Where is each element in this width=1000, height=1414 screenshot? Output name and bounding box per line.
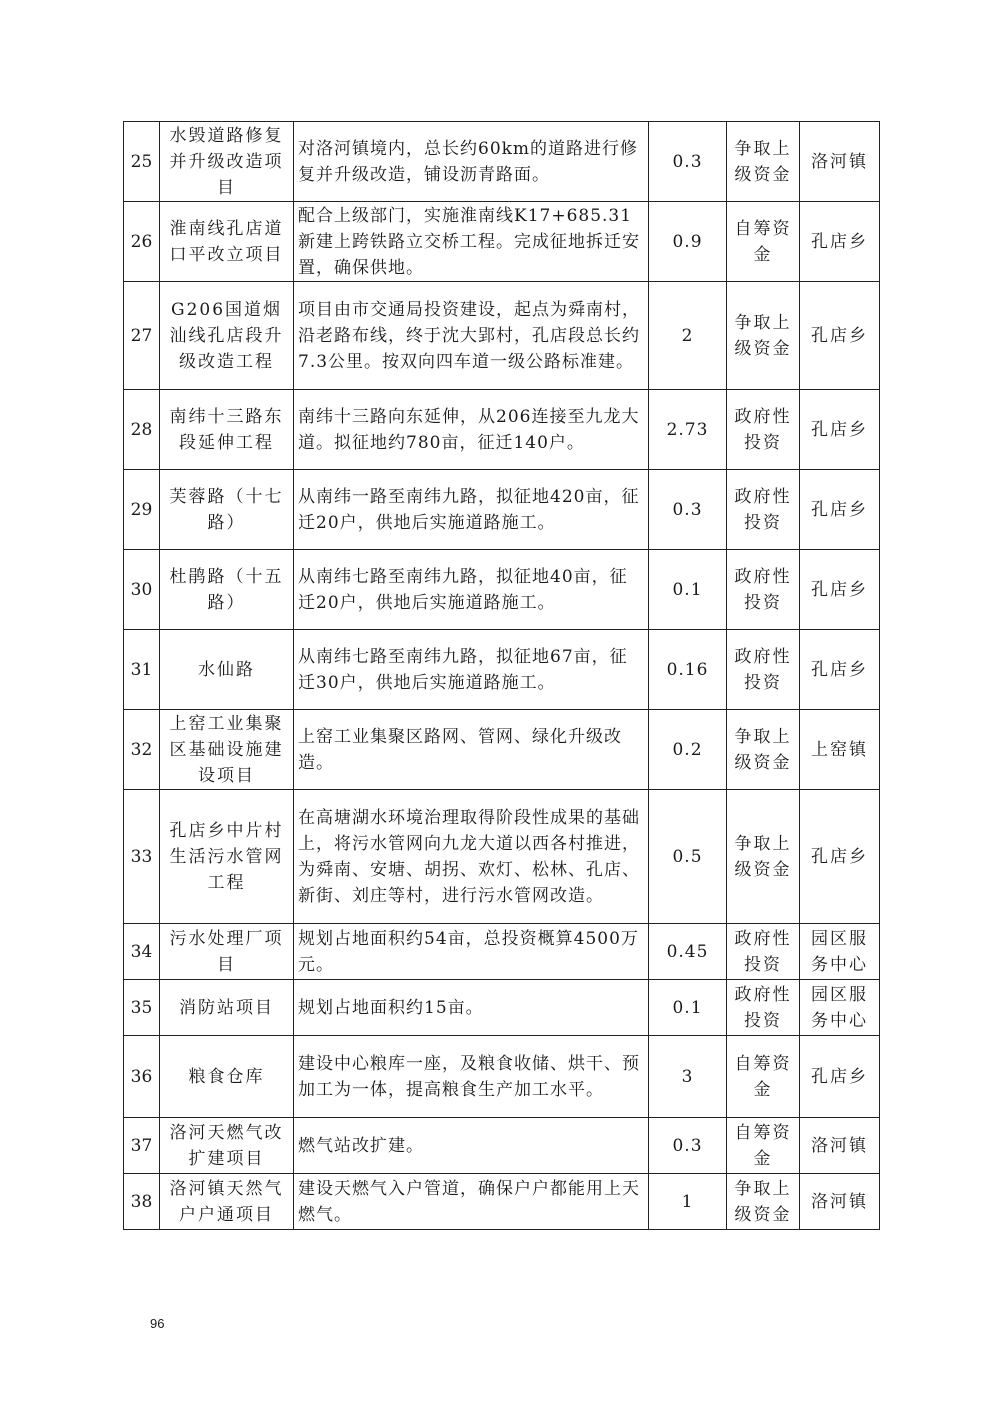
row-number: 29 <box>124 470 160 550</box>
page-number: 96 <box>150 1316 165 1331</box>
responsible-unit: 孔店乡 <box>800 630 880 710</box>
table-row <box>124 710 880 790</box>
project-content: 项目由市交通局投资建设，起点为舜南村，沿老路布线，终于沈大郢村，孔店段总长约7.3公里。按双向四车道一级公路标准建。 <box>294 282 649 390</box>
funding-source: 自筹资金 <box>727 1118 800 1174</box>
project-name: 南纬十三路东段延伸工程 <box>160 390 294 470</box>
funding-source: 争取上级资金 <box>727 710 800 790</box>
table-row <box>124 924 880 980</box>
responsible-unit: 孔店乡 <box>800 790 880 924</box>
project-table <box>123 121 880 1230</box>
project-name: 水毁道路修复并升级改造项目 <box>160 122 294 202</box>
project-content: 规划占地面积约15亩。 <box>294 980 649 1036</box>
responsible-unit: 孔店乡 <box>800 282 880 390</box>
table-row <box>124 630 880 710</box>
project-name: 淮南线孔店道口平改立项目 <box>160 202 294 282</box>
funding-source: 争取上级资金 <box>727 282 800 390</box>
table-row <box>124 790 880 924</box>
investment-amount: 0.9 <box>649 202 727 282</box>
project-name: 水仙路 <box>160 630 294 710</box>
project-name: 孔店乡中片村生活污水管网工程 <box>160 790 294 924</box>
row-number: 31 <box>124 630 160 710</box>
funding-source: 自筹资金 <box>727 1036 800 1118</box>
project-content: 从南纬七路至南纬九路，拟征地40亩，征迁20户，供地后实施道路施工。 <box>294 550 649 630</box>
row-number: 35 <box>124 980 160 1036</box>
responsible-unit: 孔店乡 <box>800 202 880 282</box>
project-name: 洛河天燃气改扩建项目 <box>160 1118 294 1174</box>
investment-amount: 0.3 <box>649 470 727 550</box>
investment-amount: 0.5 <box>649 790 727 924</box>
project-content: 燃气站改扩建。 <box>294 1118 649 1174</box>
investment-amount: 0.2 <box>649 710 727 790</box>
project-content: 南纬十三路向东延伸，从206连接至九龙大道。拟征地约780亩，征迁140户。 <box>294 390 649 470</box>
investment-amount: 0.3 <box>649 122 727 202</box>
funding-source: 政府性投资 <box>727 980 800 1036</box>
funding-source: 政府性投资 <box>727 924 800 980</box>
project-name: 洛河镇天然气户户通项目 <box>160 1174 294 1230</box>
table-row <box>124 202 880 282</box>
investment-amount: 0.16 <box>649 630 727 710</box>
project-content: 规划占地面积约54亩，总投资概算4500万元。 <box>294 924 649 980</box>
funding-source: 政府性投资 <box>727 550 800 630</box>
table-row <box>124 1036 880 1118</box>
row-number: 26 <box>124 202 160 282</box>
funding-source: 政府性投资 <box>727 630 800 710</box>
row-number: 30 <box>124 550 160 630</box>
project-name: 粮食仓库 <box>160 1036 294 1118</box>
table-row <box>124 122 880 202</box>
row-number: 34 <box>124 924 160 980</box>
responsible-unit: 上窑镇 <box>800 710 880 790</box>
table-row <box>124 980 880 1036</box>
responsible-unit: 洛河镇 <box>800 122 880 202</box>
row-number: 28 <box>124 390 160 470</box>
responsible-unit: 孔店乡 <box>800 390 880 470</box>
project-content: 在高塘湖水环境治理取得阶段性成果的基础上，将污水管网向九龙大道以西各村推进，为舜南、安塘、胡拐、欢灯、松林、孔店、新街、刘庄等村，进行污水管网改造。 <box>294 790 649 924</box>
investment-amount: 0.1 <box>649 550 727 630</box>
project-content: 从南纬七路至南纬九路，拟征地67亩，征迁30户，供地后实施道路施工。 <box>294 630 649 710</box>
project-content: 建设中心粮库一座，及粮食收储、烘干、预加工为一体，提高粮食生产加工水平。 <box>294 1036 649 1118</box>
project-name: 杜鹃路（十五路） <box>160 550 294 630</box>
investment-amount: 3 <box>649 1036 727 1118</box>
project-table-body <box>124 122 880 1230</box>
investment-amount: 0.1 <box>649 980 727 1036</box>
row-number: 25 <box>124 122 160 202</box>
row-number: 32 <box>124 710 160 790</box>
investment-amount: 0.45 <box>649 924 727 980</box>
funding-source: 自筹资金 <box>727 202 800 282</box>
investment-amount: 2 <box>649 282 727 390</box>
project-content: 上窑工业集聚区路网、管网、绿化升级改造。 <box>294 710 649 790</box>
funding-source: 政府性投资 <box>727 470 800 550</box>
funding-source: 争取上级资金 <box>727 122 800 202</box>
responsible-unit: 孔店乡 <box>800 470 880 550</box>
row-number: 27 <box>124 282 160 390</box>
project-content: 建设天燃气入户管道，确保户户都能用上天燃气。 <box>294 1174 649 1230</box>
funding-source: 争取上级资金 <box>727 790 800 924</box>
funding-source: 政府性投资 <box>727 390 800 470</box>
responsible-unit: 洛河镇 <box>800 1118 880 1174</box>
project-content: 配合上级部门，实施淮南线K17+685.31新建上跨铁路立交桥工程。完成征地拆迁安置，确保供地。 <box>294 202 649 282</box>
row-number: 36 <box>124 1036 160 1118</box>
investment-amount: 2.73 <box>649 390 727 470</box>
table-row <box>124 470 880 550</box>
project-name: G206国道烟汕线孔店段升级改造工程 <box>160 282 294 390</box>
project-name: 消防站项目 <box>160 980 294 1036</box>
project-name: 污水处理厂项目 <box>160 924 294 980</box>
table-row <box>124 1174 880 1230</box>
table-row <box>124 550 880 630</box>
row-number: 37 <box>124 1118 160 1174</box>
responsible-unit: 洛河镇 <box>800 1174 880 1230</box>
table-row <box>124 282 880 390</box>
responsible-unit: 孔店乡 <box>800 1036 880 1118</box>
table-row <box>124 1118 880 1174</box>
investment-amount: 0.3 <box>649 1118 727 1174</box>
responsible-unit: 孔店乡 <box>800 550 880 630</box>
project-name: 芙蓉路（十七路） <box>160 470 294 550</box>
table-row <box>124 390 880 470</box>
responsible-unit: 园区服务中心 <box>800 980 880 1036</box>
project-content: 从南纬一路至南纬九路，拟征地420亩，征迁20户，供地后实施道路施工。 <box>294 470 649 550</box>
project-content: 对洛河镇境内，总长约60km的道路进行修复并升级改造，铺设沥青路面。 <box>294 122 649 202</box>
investment-amount: 1 <box>649 1174 727 1230</box>
project-name: 上窑工业集聚区基础设施建设项目 <box>160 710 294 790</box>
row-number: 38 <box>124 1174 160 1230</box>
row-number: 33 <box>124 790 160 924</box>
funding-source: 争取上级资金 <box>727 1174 800 1230</box>
responsible-unit: 园区服务中心 <box>800 924 880 980</box>
